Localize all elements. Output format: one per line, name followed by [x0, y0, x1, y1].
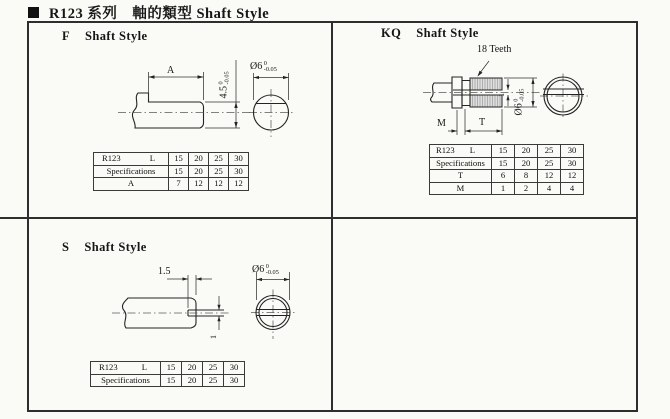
page-title-text: R123 系列 軸的類型 Shaft Style — [49, 6, 270, 22]
table-row — [94, 153, 249, 166]
row-label: R123 L — [94, 153, 169, 166]
kq-diameter-dim-label: Ø6 0 -0.05 — [512, 88, 526, 116]
kq-m-dim-label: M — [437, 118, 446, 129]
kq-style-code: KQ — [381, 26, 402, 40]
row-label: Specifications — [94, 165, 169, 178]
f-spec-table — [93, 152, 249, 191]
value-cell: 25 — [209, 165, 229, 178]
value-cell: 30 — [229, 153, 249, 166]
value-cell: 15 — [169, 165, 189, 178]
s-dimension-arrows — [183, 277, 290, 321]
value-cell: 20 — [189, 153, 209, 166]
value-cell: 12 — [189, 178, 209, 191]
value-cell: 7 — [169, 178, 189, 191]
f-style-name: Shaft Style — [85, 29, 148, 43]
f-diameter-dim-label: Ø6 0 -0.05 — [250, 60, 277, 73]
value-cell: 15 — [169, 153, 189, 166]
table-row — [430, 170, 584, 183]
panel-empty — [333, 219, 634, 408]
kq-shaft-diagram — [420, 42, 605, 140]
value-cell: 20 — [182, 374, 203, 387]
value-cell: 20 — [189, 165, 209, 178]
s-slot-depth-dim-label: 1.5 — [158, 266, 171, 277]
value-cell: 30 — [224, 374, 245, 387]
f-flat-height-dim-label: 4.5 0 -0.05 — [217, 71, 231, 99]
s-spec-table — [90, 361, 245, 387]
row-label: Specifications — [430, 157, 492, 170]
value-cell: 25 — [203, 374, 224, 387]
scan-artifact-line — [0, 217, 27, 219]
value-cell: 20 — [515, 157, 538, 170]
value-cell: 20 — [515, 145, 538, 158]
value-cell: 4 — [561, 182, 584, 195]
table-row — [94, 165, 249, 178]
f-length-dim-label: A — [167, 65, 175, 76]
value-cell: 25 — [538, 157, 561, 170]
value-cell: 30 — [229, 165, 249, 178]
value-cell: 15 — [492, 145, 515, 158]
value-cell: 2 — [515, 182, 538, 195]
s-diameter-dim-label: Ø6 0 -0.05 — [252, 263, 279, 276]
value-cell: 30 — [561, 157, 584, 170]
value-cell: 12 — [538, 170, 561, 183]
table-row — [91, 374, 245, 387]
s-style-name: Shaft Style — [84, 240, 147, 254]
value-cell: 15 — [161, 374, 182, 387]
s-shaft-diagram — [108, 263, 308, 355]
row-label: A — [94, 178, 169, 191]
s-slot-width-dim-label: 1 — [209, 335, 218, 339]
section-bullet-icon — [28, 7, 39, 18]
row-label: R123 L — [91, 362, 161, 375]
value-cell: 12 — [561, 170, 584, 183]
table-row — [91, 362, 245, 375]
value-cell: 25 — [538, 145, 561, 158]
kq-panel-heading — [381, 26, 479, 41]
s-panel-heading — [62, 240, 147, 255]
kq-t-dim-label: T — [479, 117, 486, 128]
value-cell: 15 — [161, 362, 182, 375]
value-cell: 25 — [203, 362, 224, 375]
row-label: T — [430, 170, 492, 183]
page-title — [28, 2, 269, 23]
value-cell: 30 — [224, 362, 245, 375]
value-cell: 6 — [492, 170, 515, 183]
value-cell: 8 — [515, 170, 538, 183]
table-row — [430, 182, 584, 195]
kq-teeth-callout: 18 Teeth — [477, 44, 512, 55]
table-row — [430, 157, 584, 170]
value-cell: 12 — [229, 178, 249, 191]
f-panel-heading — [62, 29, 147, 44]
table-row — [430, 145, 584, 158]
value-cell: 1 — [492, 182, 515, 195]
kq-slot-width-dim-label: 1 — [497, 93, 506, 97]
value-cell: 15 — [492, 157, 515, 170]
value-cell: 25 — [209, 153, 229, 166]
row-label: M — [430, 182, 492, 195]
value-cell: 4 — [538, 182, 561, 195]
value-cell: 12 — [209, 178, 229, 191]
s-dimension-lines — [167, 272, 290, 330]
s-style-code: S — [62, 240, 70, 254]
kq-style-name: Shaft Style — [416, 26, 479, 40]
row-label: R123 L — [430, 145, 492, 158]
f-style-code: F — [62, 29, 71, 43]
value-cell: 20 — [182, 362, 203, 375]
f-side-view — [132, 93, 203, 128]
row-label: Specifications — [91, 374, 161, 387]
kq-spec-table — [429, 144, 584, 195]
table-row — [94, 178, 249, 191]
value-cell: 30 — [561, 145, 584, 158]
